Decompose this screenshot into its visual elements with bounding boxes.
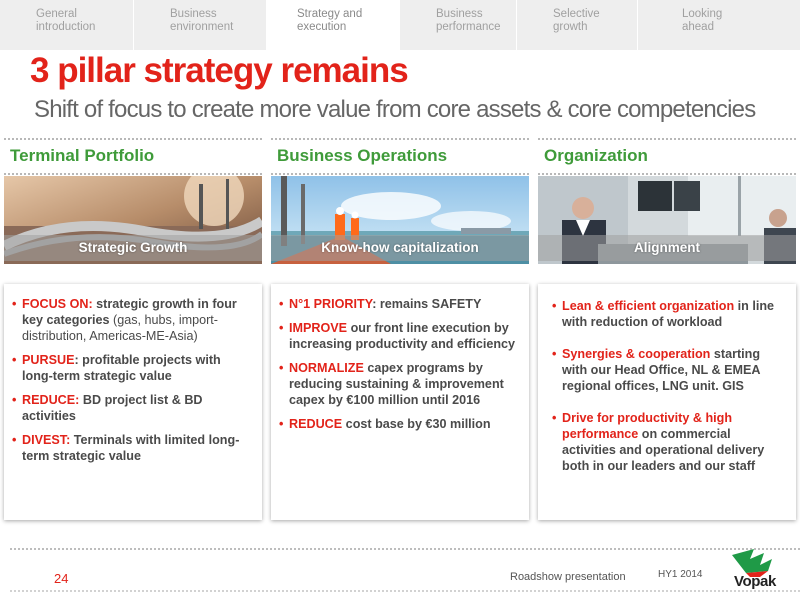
nav-item-selective-growth[interactable] xyxy=(517,0,638,50)
bullet-text: capex programs by reducing sustaining & improvement capex by €100 million until 2016 xyxy=(289,361,504,407)
pillar-bullets xyxy=(538,284,796,520)
bullet-focus xyxy=(12,296,252,344)
bullet-priority xyxy=(279,296,519,312)
bullet-divest xyxy=(12,432,252,464)
pillar-heading: Terminal Portfolio xyxy=(10,146,155,165)
pillar-bullets xyxy=(271,284,529,520)
nav-item-business-performance[interactable] xyxy=(400,0,517,50)
bullet-keyword: FOCUS ON: xyxy=(22,297,93,311)
bullet-improve xyxy=(279,320,519,352)
bullet-text: BD project list & BD activities xyxy=(22,393,203,423)
pillar-image xyxy=(271,176,529,264)
bullet-text: cost base by €30 million xyxy=(342,417,491,431)
nav-label: General introduction xyxy=(36,8,96,33)
pillar-band: Strategic Growth xyxy=(4,235,262,261)
bullet-keyword: DIVEST: xyxy=(22,433,71,447)
bullet-normalize xyxy=(279,360,519,408)
pillar-heading: Organization xyxy=(544,146,648,165)
period-label: HY1 2014 xyxy=(658,569,703,580)
bullet-synergies xyxy=(552,346,786,394)
pillar-band: Know-how capitalization xyxy=(271,235,529,261)
page-number: 24 xyxy=(54,571,69,586)
bullet-lean xyxy=(552,298,786,330)
page-subtitle: Shift of focus to create more value from core assets & core competencies xyxy=(34,96,756,123)
pillar-business-operations xyxy=(271,140,529,431)
presentation-name: Roadshow presentation xyxy=(510,571,626,583)
footer-divider xyxy=(10,548,800,550)
nav-item-looking-ahead[interactable] xyxy=(638,0,800,50)
pillar-heading: Business Operations xyxy=(277,146,448,165)
bullet-text: Terminals with limited long-term strategic value xyxy=(22,433,240,463)
bullet-keyword: Drive for productivity & high performance xyxy=(562,411,733,441)
bullet-pursue xyxy=(12,352,252,384)
nav-item-general-introduction[interactable] xyxy=(0,0,134,50)
bullet-text: on commercial activities and operational delivery both in our leaders and our staff xyxy=(562,427,765,473)
footer-divider xyxy=(10,590,800,592)
bullet-text: : profitable projects with long-term strategic value xyxy=(22,353,221,383)
section-nav xyxy=(0,0,800,50)
bullet-reduce xyxy=(12,392,252,424)
nav-item-business-environment[interactable] xyxy=(134,0,267,50)
bullet-keyword: IMPROVE xyxy=(289,321,348,335)
bullet-reduce-cost xyxy=(279,416,519,432)
pillar-organization xyxy=(538,140,796,473)
bullet-keyword: Lean & efficient organization xyxy=(562,299,735,313)
bullet-keyword: NORMALIZE xyxy=(289,361,364,375)
pillar-band: Alignment xyxy=(538,235,796,261)
nav-label: Business performance xyxy=(436,8,501,33)
nav-label: Strategy and execution xyxy=(297,8,363,33)
bullet-productivity xyxy=(552,410,786,474)
page-title: 3 pillar strategy remains xyxy=(30,51,408,90)
vopak-logo-text: Vopak xyxy=(734,573,776,590)
nav-label: Business environment xyxy=(170,8,234,33)
bullet-keyword: N°1 PRIORITY xyxy=(289,297,373,311)
nav-item-strategy-execution[interactable] xyxy=(267,0,400,50)
pillar-terminal-portfolio xyxy=(4,140,262,463)
nav-label: Looking ahead xyxy=(682,8,723,33)
bullet-text: strategic growth in four key categories xyxy=(22,297,237,327)
bullet-keyword: REDUCE: xyxy=(22,393,80,407)
bullet-note: (gas, hubs, import-distribution, Americas-ME-Asia) xyxy=(22,313,219,343)
bullet-text: : remains SAFETY xyxy=(372,297,482,311)
pillar-bullets xyxy=(4,284,262,520)
bullet-keyword: Synergies & cooperation xyxy=(562,347,711,361)
bullet-text: our front line execution by increasing productivity and efficiency xyxy=(289,321,516,351)
nav-label: Selective growth xyxy=(553,8,600,33)
pillar-image xyxy=(4,176,262,264)
pillar-image xyxy=(538,176,796,264)
bullet-text: in line with reduction of workload xyxy=(562,299,775,329)
bullet-keyword: REDUCE xyxy=(289,417,343,431)
bullet-text: starting with our Head Office, NL & EMEA regional offices, LNG unit. GIS xyxy=(562,347,761,393)
bullet-keyword: PURSUE xyxy=(22,353,75,367)
